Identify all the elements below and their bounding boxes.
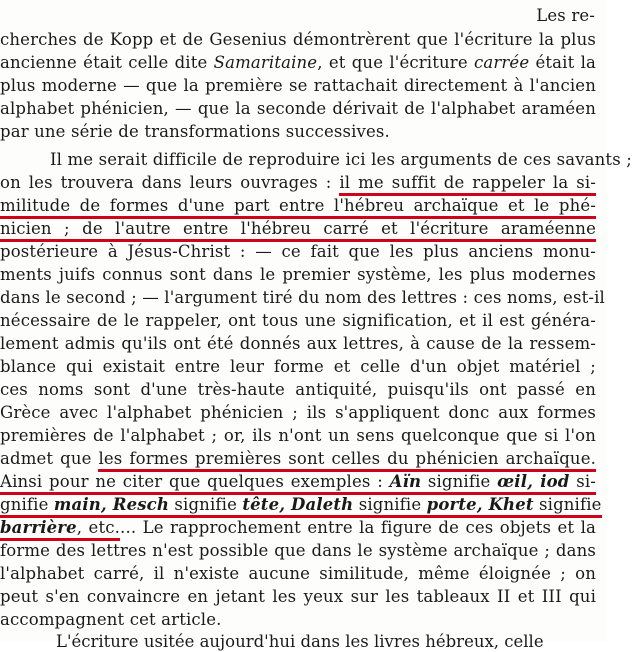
- italic-term: œil, iod: [497, 472, 570, 491]
- text-span: nécessaire de le rappeler, ont tous une signification, et il est généra-: [0, 311, 596, 330]
- text-span: plus moderne — que la première se rattachait directement à l'ancien: [0, 76, 596, 95]
- text-line: [0, 196, 596, 216]
- text-span: signifie: [533, 495, 602, 514]
- text-span: cherches de Kopp et de Gesenius démontrèrent que l'écriture la plus: [0, 30, 596, 49]
- text-span: : — ce fait que les plus anciens monu-: [230, 242, 596, 261]
- underlined-passage: [0, 472, 596, 495]
- text-span: signifie: [169, 495, 243, 514]
- text-span: forme des lettres n'est possible que dans le système archaïque ; dans: [0, 541, 596, 560]
- text-span: premières de l'alphabet ; or, ils n'ont un sens quelconque que si l'on: [0, 426, 596, 445]
- text-span: ancienne était celle dite: [0, 53, 214, 72]
- underlined-passage: [0, 518, 120, 541]
- text-line: [0, 357, 596, 377]
- text-line: [0, 265, 596, 285]
- text-span: ... Le rapprochement entre la figure de ces objets et la: [120, 518, 596, 537]
- underlined-passage: il me suffit de rappeler la si-: [339, 173, 596, 196]
- text-span: ces noms sont d'une très-haute antiquité, puisqu'ils ont passé en: [0, 380, 596, 399]
- text-line: [0, 334, 596, 354]
- text-span: , et que l'écriture: [317, 53, 474, 72]
- italic-term: main, Resch: [53, 495, 170, 514]
- text-line: [0, 495, 602, 515]
- text-line: [0, 610, 222, 630]
- italic-term: barrière: [0, 518, 77, 537]
- text-line: [0, 472, 596, 492]
- text-line: [50, 150, 632, 170]
- italic-term: Samaritaine: [213, 53, 318, 72]
- text-line: [0, 403, 596, 423]
- text-span: alphabet phénicien, — que la seconde dérivait de l'alphabet araméen: [0, 99, 596, 118]
- text-line: [0, 541, 596, 561]
- underlined-passage: militude de formes d'une part entre l'hébreu archaïque et le phé-: [0, 196, 596, 219]
- text-span: admet que: [0, 449, 99, 468]
- text-span: signifie: [421, 472, 498, 491]
- text-span: Les re-: [536, 6, 595, 25]
- text-line: [0, 99, 596, 119]
- text-line: [0, 173, 596, 193]
- text-line: [0, 76, 596, 96]
- text-span: était la: [529, 53, 596, 72]
- text-span: l'alphabet carré, il n'existe aucune similitude, même éloignée ; on: [0, 564, 596, 583]
- text-line: [0, 30, 596, 50]
- text-span: gnifie: [0, 495, 54, 514]
- text-span: peut s'en convaincre en jetant les yeux sur les tableaux II et III qui: [0, 587, 596, 606]
- text-span: ments juifs connus sont dans le premier système, les plus modernes: [0, 265, 596, 284]
- text-line: [0, 122, 390, 142]
- text-line: [0, 311, 596, 331]
- text-line: [0, 518, 596, 538]
- text-line: [0, 426, 596, 446]
- text-span: postérieure à Jésus-Christ: [0, 242, 231, 261]
- text-span: Grèce avec l'alphabet phénicien ; ils s'appliquent donc aux formes: [0, 403, 596, 422]
- text-span: blance qui existait entre leur forme et celle d'un objet matériel ;: [0, 357, 596, 376]
- text-line: [0, 242, 596, 262]
- text-span: L'écriture usitée aujourd'hui dans les livres hébreux, celle: [56, 632, 544, 651]
- text-span: Ainsi pour ne citer que quelques exemples :: [0, 472, 390, 491]
- text-span: accompagnent cet article.: [0, 610, 222, 629]
- text-span: Il me serait difficile de reproduire ici les arguments de ces savants ;: [50, 150, 632, 169]
- underlined-passage: [0, 495, 602, 518]
- text-line: [0, 288, 605, 308]
- italic-term: tête, Daleth: [242, 495, 354, 514]
- text-line: [0, 587, 596, 607]
- text-line: [536, 6, 595, 26]
- text-line: [0, 449, 596, 469]
- italic-term: porte, Khet: [426, 495, 534, 514]
- text-span: on les trouvera dans leurs ouvrages :: [0, 173, 340, 192]
- text-line: [0, 380, 596, 400]
- underlined-passage: les formes premières sont celles du phénicien archaïque.: [98, 449, 596, 472]
- text-span: par une série de transformations successives.: [0, 122, 390, 141]
- text-line: [0, 564, 596, 584]
- text-span: , etc.: [76, 518, 121, 537]
- text-line: [0, 53, 596, 73]
- italic-term: carrée: [473, 53, 530, 72]
- italic-term: Aïn: [389, 472, 422, 491]
- text-line: [0, 219, 596, 239]
- underlined-passage: nicien ; de l'autre entre l'hébreu carré et l'écriture araméenne: [0, 219, 596, 242]
- text-span: lement admis qu'ils ont été donnés aux lettres, à cause de la ressem-: [0, 334, 596, 353]
- text-span: signifie: [353, 495, 427, 514]
- text-span: si-: [569, 472, 596, 491]
- text-span: dans le second ; — l'argument tiré du nom des lettres : ces noms, est-il: [0, 288, 605, 307]
- cut-off-line: [56, 632, 544, 651]
